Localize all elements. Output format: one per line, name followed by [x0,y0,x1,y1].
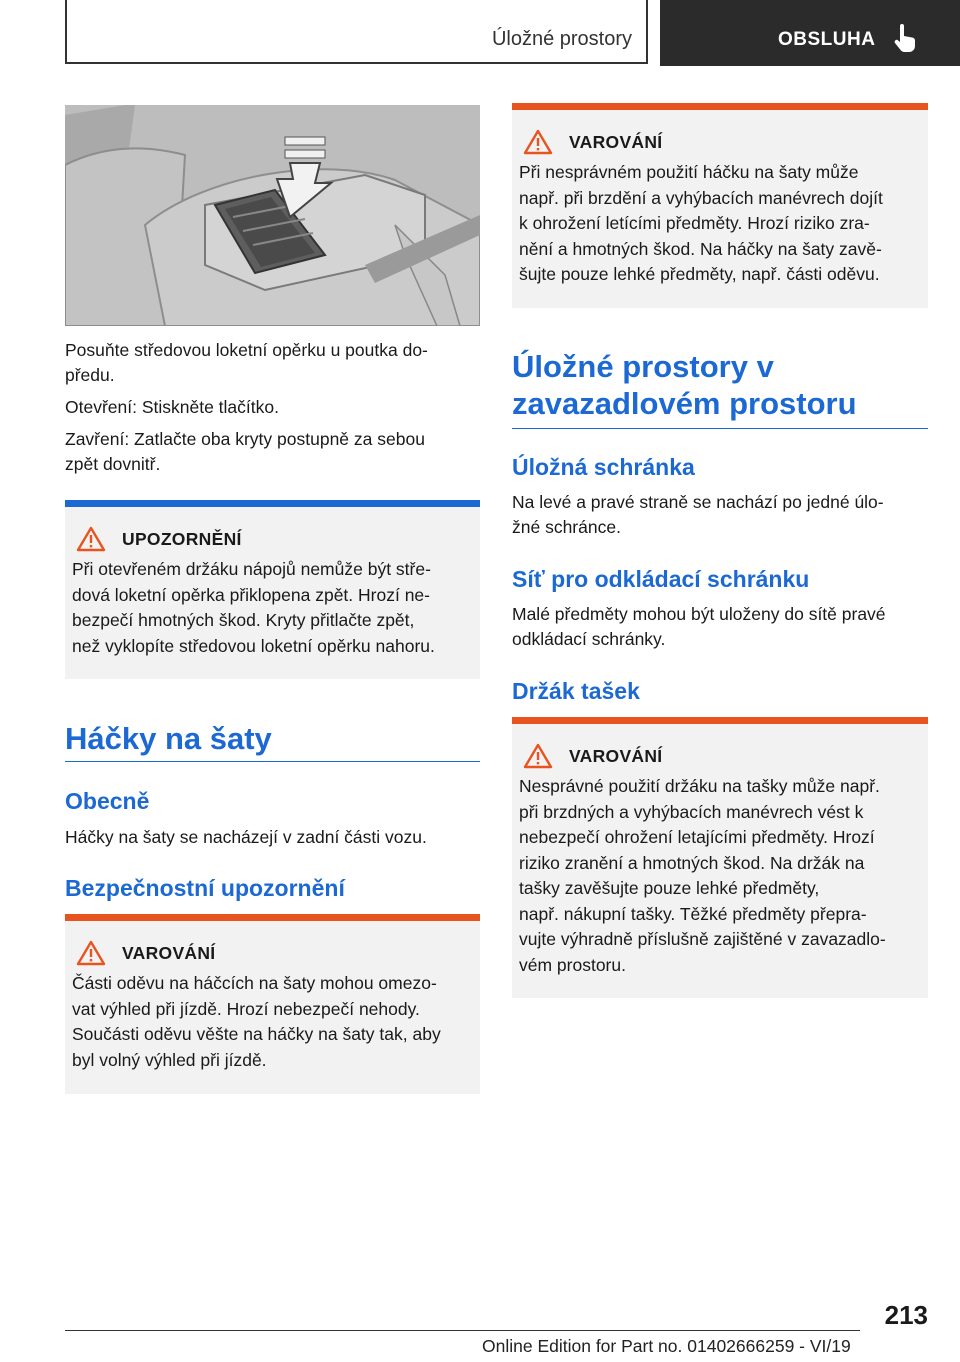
warning-title: VAROVÁNÍ [122,942,216,963]
chapter-tab [660,0,960,66]
warning-line-3: nebezpečí ohrožení letajícími předměty. Hrozí [519,827,875,847]
warning-line-5: šujte pouze lehké předměty, např. části oděvu. [519,264,880,284]
notice-line-1: Při otevřeném držáku nápojů nemůže být stře- [72,559,431,579]
heading-line-1: Úložné prostory v [512,349,774,384]
storage-box-text-2: žné schránce. [512,517,621,537]
warning-triangle-icon [523,743,553,769]
warning-box-hooks [512,103,928,308]
warning-line-2: při brzdných a vyhýbacích manévrech vést k [519,801,864,822]
warning-box-bag-holder [512,717,928,998]
chapter-label: OBSLUHA [778,29,876,50]
subheading-general: Obecně [65,788,150,814]
warning-line-4: byl volný výhled při jízdě. [72,1049,267,1070]
net-text-1: Malé předměty mohou být uloženy do sítě pravé [512,604,886,624]
edition-text: Online Edition for Part no. 01402666259 - VI/19 [482,1336,851,1356]
storage-box-text-1: Na levé a pravé straně se nachází po jedné úlo- [512,492,884,512]
page-number: 213 [884,1300,928,1330]
general-text: Háčky na šaty se nacházejí v zadní části vozu. [65,827,427,847]
warning-line-7: vujte výhradně příslušně zajištěné v zavazadlo- [519,929,886,949]
warning-line-1: Při nesprávném použití háčku na šaty může [519,162,859,182]
heading-line-2: zavazadlovém prostoru [512,386,857,421]
intro-line-1: Posuňte středovou loketní opěrku u poutka do- [65,340,428,360]
warning-box-left [65,914,480,1094]
warning-line-4: nění a hmotných škod. Na háčky na šaty zavě- [519,238,882,259]
warning-triangle-icon [523,129,553,155]
warning-triangle-icon [76,526,106,552]
warning-triangle-icon [76,940,106,966]
footer-divider [65,1330,860,1331]
subheading-bag-holder: Držák tašek [512,678,640,704]
warning-line-3: Součásti oděvu věšte na háčky na šaty tak, aby [72,1024,441,1044]
notice-line-3: bezpečí hmotných škod. Kryty přitlačte zpět, [72,610,415,630]
intro-line-2: předu. [65,365,115,385]
warning-line-5: tašky zavěšujte pouze lehké předměty, [519,878,820,898]
armrest-illustration [65,105,480,326]
heading-luggage-storage [512,348,928,429]
warning-line-4: riziko zranění a hmotných škod. Na držák na [519,852,865,873]
open-instruction: Otevření: Stiskněte tlačítko. [65,397,279,417]
close-instruction-2: zpět dovnitř. [65,454,161,474]
warning-line-3: k ohrožení letícími předměty. Hrozí riziko zra- [519,213,870,233]
warning-line-8: vém prostoru. [519,954,626,975]
notice-line-4: než vyklopíte středovou loketní opěrku nahoru. [72,635,435,656]
warning-line-6: např. nákupní tašky. Těžké předměty přepra- [519,903,867,924]
close-instruction-1: Zavření: Zatlačte oba kryty postupně za sebou [65,429,425,449]
net-text-2: odkládací schránky. [512,629,666,649]
warning-title: VAROVÁNÍ [569,745,663,766]
subheading-storage-box: Úložná schránka [512,454,695,480]
warning-line-2: např. při brzdění a vyhýbacích manévrech dojít [519,187,883,208]
notice-line-2: dová loketní opěrka přiklopena zpět. Hrozí ne- [72,584,430,605]
header-section-box [65,0,648,64]
notice-title: UPOZORNĚNÍ [122,528,242,549]
notice-box [65,500,480,679]
hand-pointer-icon [893,24,917,52]
warning-line-1: Nesprávné použití držáku na tašky může např. [519,776,880,796]
warning-line-1: Části oděvu na háčcích na šaty mohou omezo- [72,973,437,993]
subheading-net: Síť pro odkládací schránku [512,566,810,592]
warning-title: VAROVÁNÍ [569,131,663,152]
heading-clothes-hooks: Háčky na šaty [65,720,480,762]
subheading-safety: Bezpečnostní upozornění [65,875,345,901]
warning-line-2: vat výhled při jízdě. Hrozí nebezpečí nehody. [72,998,420,1019]
armrest-drawing [65,105,480,326]
section-title: Úložné prostory [491,28,632,50]
